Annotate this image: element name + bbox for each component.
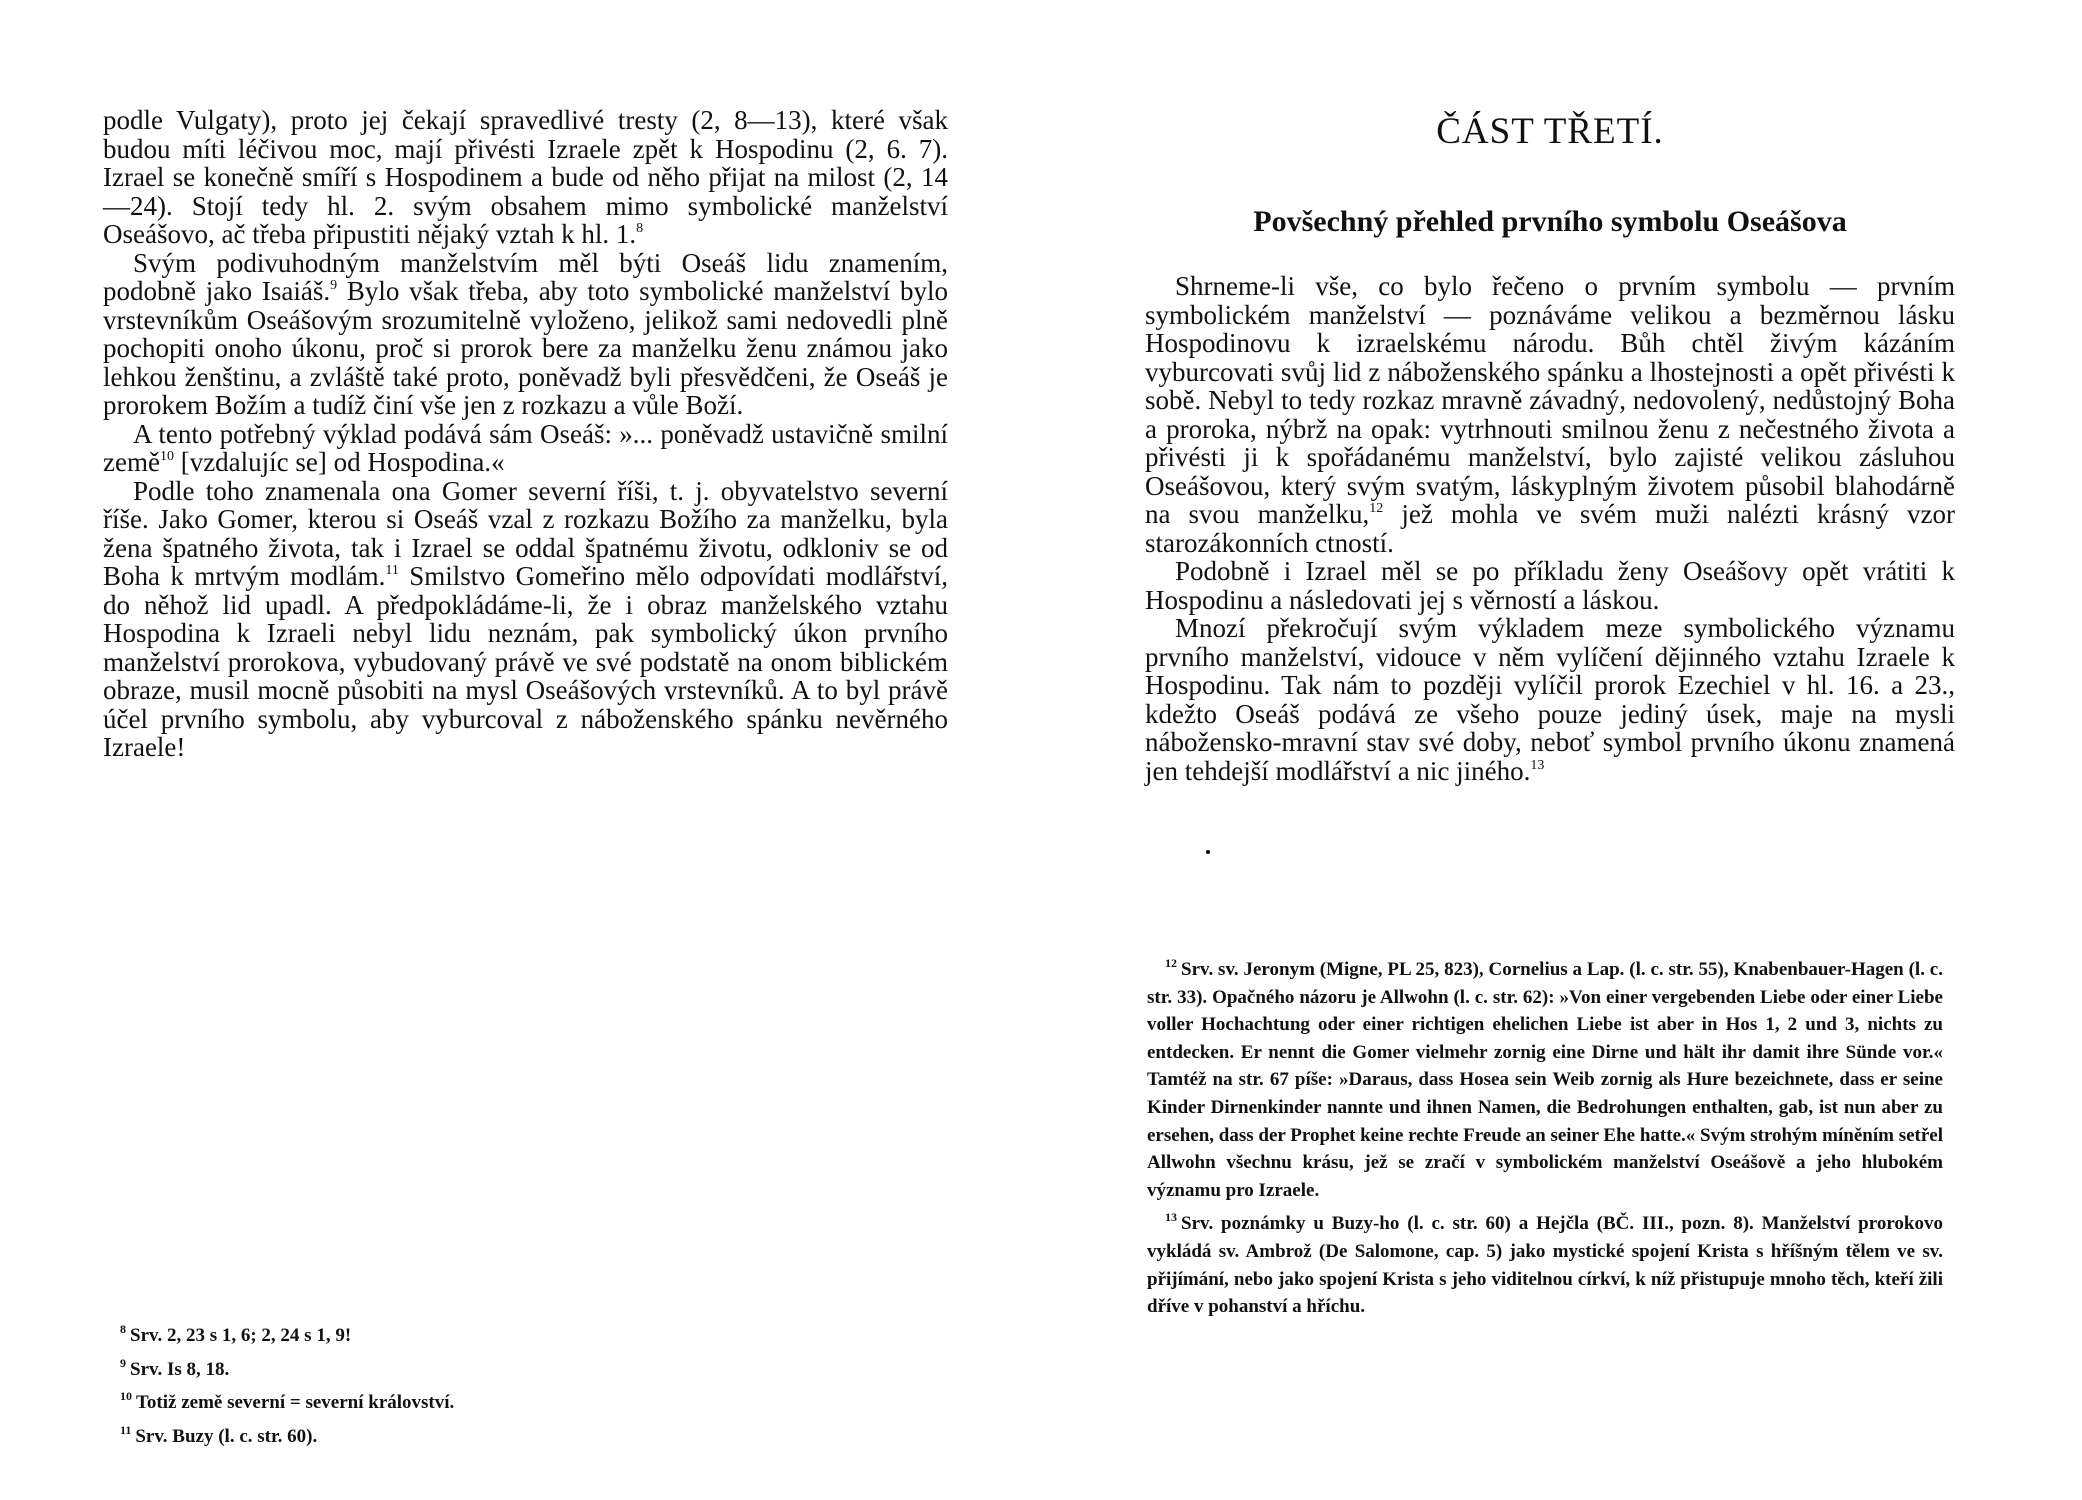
footnote-ref: 12: [1369, 501, 1384, 516]
footnote: $^{13}$ Srv. poznámky u Buzy-ho (l. c. str. 60) a Hejčla (BČ. III., pozn. 8). Manželství prorokovo vykládá sv. Ambrož (De Salomone, cap. 5) jako mystické spojení Krista s hříšným tělem ve sv. přijímání, nebo jako spojení Krista s jeho viditelnou církví, k níž přistupuje mnoho těch, kteří žili dříve v pohanství a hříchu.: [1147, 1210, 1943, 1318]
footnote: $^{10}$ Totiž země severní = severní království.: [120, 1389, 455, 1414]
footnote-ref: 10: [159, 449, 174, 464]
chapter-title: Povšechný přehled prvního symbolu Oseášova: [1253, 205, 1847, 238]
paragraph: Mnozí překročují svým výkladem meze symbolického významu prvního manželství, vidouce v něm vylíčení dějinného vztahu Izraele k Hospodinu. Tak nám to později vylíčil prorok Ezechiel v hl. 16. a 23., kdežto Oseáš podává ze všeho pouze jediný úsek, maje na mysli nábožensko-mravní stav své doby, neboť symbol prvního úkonu znamená jen tehdejší modlářství a nic jiného.$^{13}$: [1145, 613, 1955, 786]
right-page: [1041, 0, 2082, 1500]
footnote: $^{12}$ Srv. sv. Jeronym (Migne, PL 25, 823), Cornelius a Lap. (l. c. str. 55), Knabenbauer-Hagen (l. c. str. 33). Opačného názoru je Allwohn (l. c. str. 62): »Von einer vergebenden Liebe oder einer Liebe voller Hochachtung oder einer richtigen ehelichen Liebe ist aber in Hos 1, 2 und 3, nichts zu entdecken. Er nennt die Gomer vielmehr zornig eine Dirne und hält ihr damit ihre Sünde vor.« Tamtéž na str. 67 píše: »Daraus, dass Hosea sein Weib zornig als Hure bezeichnete, dass er seine Kinder Dirnenkinder nannte und ihnen Namen, die Bedrohungen enthalten, gab, ist nun aber zu ersehen, dass der Prophet keine rechte Freude an seiner Ehe hatte.« Svým strohým míněním setřel Allwohn všechnu krásu, jež se zračí v symbolickém manželství Oseášově a jeho hlubokém významu pro Izraele.: [1147, 956, 1943, 1201]
paragraph: Podle toho znamenala ona Gomer severní říši, t. j. obyvatelstvo severní říše. Jako Gomer, kterou si Oseáš vzal z rozkazu Božího za manželku, byla žena špatného života, tak i Izrael se oddal špatnému životu, odkloniv se od Boha k mrtvým modlám.$^{11}$ Smilstvo Gomeřino mělo odpovídati modlářství, do něhož lid upadl. A předpokládáme-li, že i obraz manželského vztahu Hospodina k Izraeli nebyl lidu neznám, pak symbolický úkon prvního manželství prorokova, vybudovaný právě ve své podstatě na onom biblickém obraze, musil mocně působiti na mysl Oseášových vrstevníků. A to byl právě účel prvního symbolu, aby vyburcoval z náboženského spánku nevěrného Izraele!: [103, 475, 948, 762]
paragraph: podle Vulgaty), proto jej čekají spravedlivé tresty (2, 8—13), které však budou míti léčivou moc, mají přivésti Izraele zpět k Hospodinu (2, 6. 7). Izrael se konečně smíří s Hospodinem a bude od něho přijat na milost (2, 14—24). Stojí tedy hl. 2. svým obsahem mimo symbolické manželství Oseášovo, ač třeba připustiti nějaký vztah k hl. 1.$^8$: [103, 105, 948, 249]
left-footnotes: [120, 1316, 620, 1450]
paragraph: Svým podivuhodným manželstvím měl býti Oseáš lidu znamením, podobně jako Isaiáš.$^9$ Bylo však třeba, aby toto symbolické manželství bylo vrstevníkům Oseášovým srozumitelně vyloženo, jelikož sami nedovedli plně pochopiti onoho úkonu, proč si prorok bere za manželku ženu známou jako lehkou ženštinu, a zvláště také proto, poněvadž byli přesvědčeni, že Oseáš je prorokem Božím a tudíž činí vše jen z rozkazu a vůle Boží.: [103, 247, 948, 420]
paragraph: Shrneme-li vše, co bylo řečeno o prvním symbolu — prvním symbolickém manželství — poznáváme velikou a bezměrnou lásku Hospodinovu k izraelskému národu. Bůh chtěl živým kázáním vyburcovati svůj lid z náboženského spánku a lhostejnosti a opět přivésti k sobě. Nebyl to tedy rozkaz mravně závadný, nedovolený, nedůstojný Boha a proroka, nýbrž na opak: vytrhnouti smilnou ženu z nečestného života a přivésti ji k spořádanému manželství, bylo zajisté velikou zásluhou Oseášovou, který svým svatým, láskyplným životem působil blahodárně na svou manželku,$^{12}$ jež mohla ve svém muži nalézti krásný vzor starozákonních ctností.: [1145, 271, 1955, 558]
footnote: $^8$ Srv. 2, 23 s 1, 6; 2, 24 s 1, 9!: [120, 1322, 352, 1346]
footnote: $^9$ Srv. Is 8, 18.: [120, 1355, 230, 1380]
left-body-text: [103, 106, 948, 762]
footnote-ref: 13: [1530, 757, 1545, 773]
footnote-ref: 9: [330, 278, 338, 293]
right-body-text: [1145, 272, 1955, 785]
print-speck: [1206, 850, 1210, 854]
footnote-ref: 11: [385, 563, 399, 578]
right-footnotes: [1147, 950, 1943, 1321]
footnote-ref: 8: [636, 221, 644, 236]
paragraph: Podobně i Izrael měl se po příkladu ženy Oseášovy opět vrátiti k Hospodinu a následovati jej s věrností a láskou.: [1145, 556, 1955, 615]
paragraph: A tento potřebný výklad podává sám Oseáš: »... poněvadž ustavičně smilní země$^{10}$ [vzdalujíc se] od Hospodina.«: [103, 418, 948, 477]
footnote: $^{11}$ Srv. Buzy (l. c. str. 60).: [120, 1422, 318, 1447]
part-title: ČÁST TŘETÍ.: [1436, 111, 1664, 152]
